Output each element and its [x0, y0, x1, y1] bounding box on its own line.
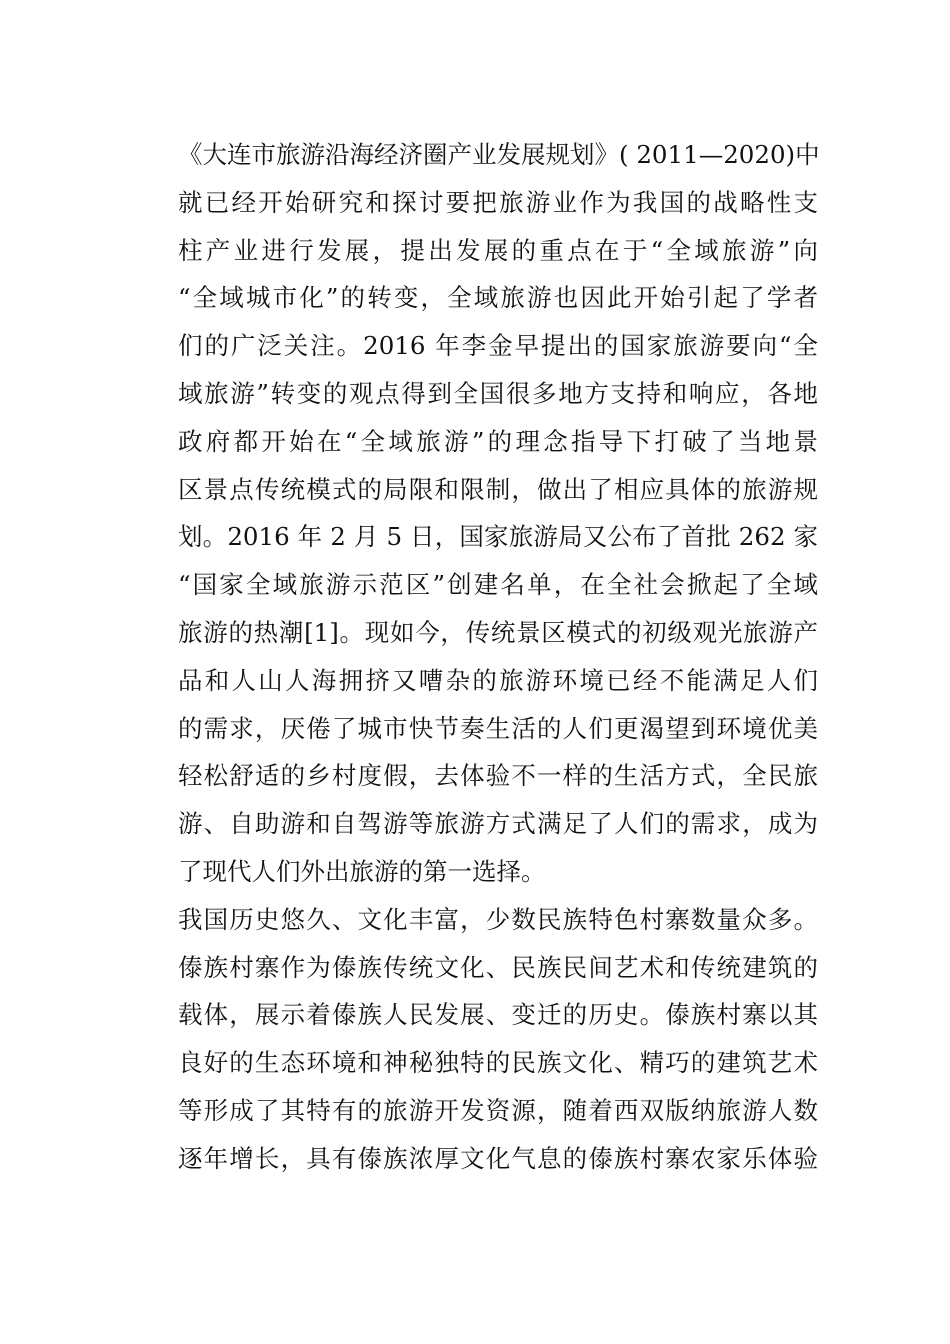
text-line: 游、自助游和自驾游等旅游方式满足了人们的需求，成为 [178, 809, 818, 839]
text-line: 载体，展示着傣族人民发展、变迁的历史。傣族村寨以其 [178, 1000, 818, 1030]
text-line: 轻松舒适的乡村度假，去体验不一样的生活方式，全民旅 [178, 761, 818, 791]
paragraph-1 [178, 131, 818, 896]
text-line: 逐年增长，具有傣族浓厚文化气息的傣族村寨农家乐体验 [178, 1143, 818, 1173]
paragraph-2 [178, 896, 818, 1183]
text-line: 等形成了其特有的旅游开发资源，随着西双版纳旅游人数 [178, 1095, 818, 1125]
text-line: 们的广泛关注。2016 年李金早提出的国家旅游要向“全 [178, 331, 818, 361]
text-line: 柱产业进行发展，提出发展的重点在于“全域旅游”向 [178, 235, 818, 265]
text-line: 了现代人们外出旅游的第一选择。 [178, 856, 546, 886]
body-text [178, 131, 818, 1183]
text-line: 良好的生态环境和神秘独特的民族文化、精巧的建筑艺术 [178, 1048, 818, 1078]
text-line: 品和人山人海拥挤又嘈杂的旅游环境已经不能满足人们 [178, 665, 818, 695]
text-line: “全域城市化”的转变，全域旅游也因此开始引起了学者 [178, 283, 818, 313]
text-line: 我国历史悠久、文化丰富，少数民族特色村寨数量众多。 [178, 904, 818, 934]
text-line: 政府都开始在“全域旅游”的理念指导下打破了当地景 [178, 426, 818, 456]
text-line: 旅游的热潮[1]。现如今，传统景区模式的初级观光旅游产 [178, 617, 818, 647]
text-line: “国家全域旅游示范区”创建名单，在全社会掀起了全域 [178, 570, 818, 600]
text-line: 傣族村寨作为傣族传统文化、民族民间艺术和传统建筑的 [178, 952, 818, 982]
text-line: 《大连市旅游沿海经济圈产业发展规划》( 2011—2020)中 [178, 140, 820, 169]
text-line: 就已经开始研究和探讨要把旅游业作为我国的战略性支 [178, 187, 818, 217]
text-line: 的需求，厌倦了城市快节奏生活的人们更渴望到环境优美 [178, 713, 818, 743]
text-line: 区景点传统模式的局限和限制，做出了相应具体的旅游规 [178, 474, 818, 504]
text-line: 域旅游”转变的观点得到全国很多地方支持和响应，各地 [178, 378, 818, 408]
text-line: 划。2016 年 2 月 5 日，国家旅游局又公布了首批 262 家 [178, 522, 818, 552]
